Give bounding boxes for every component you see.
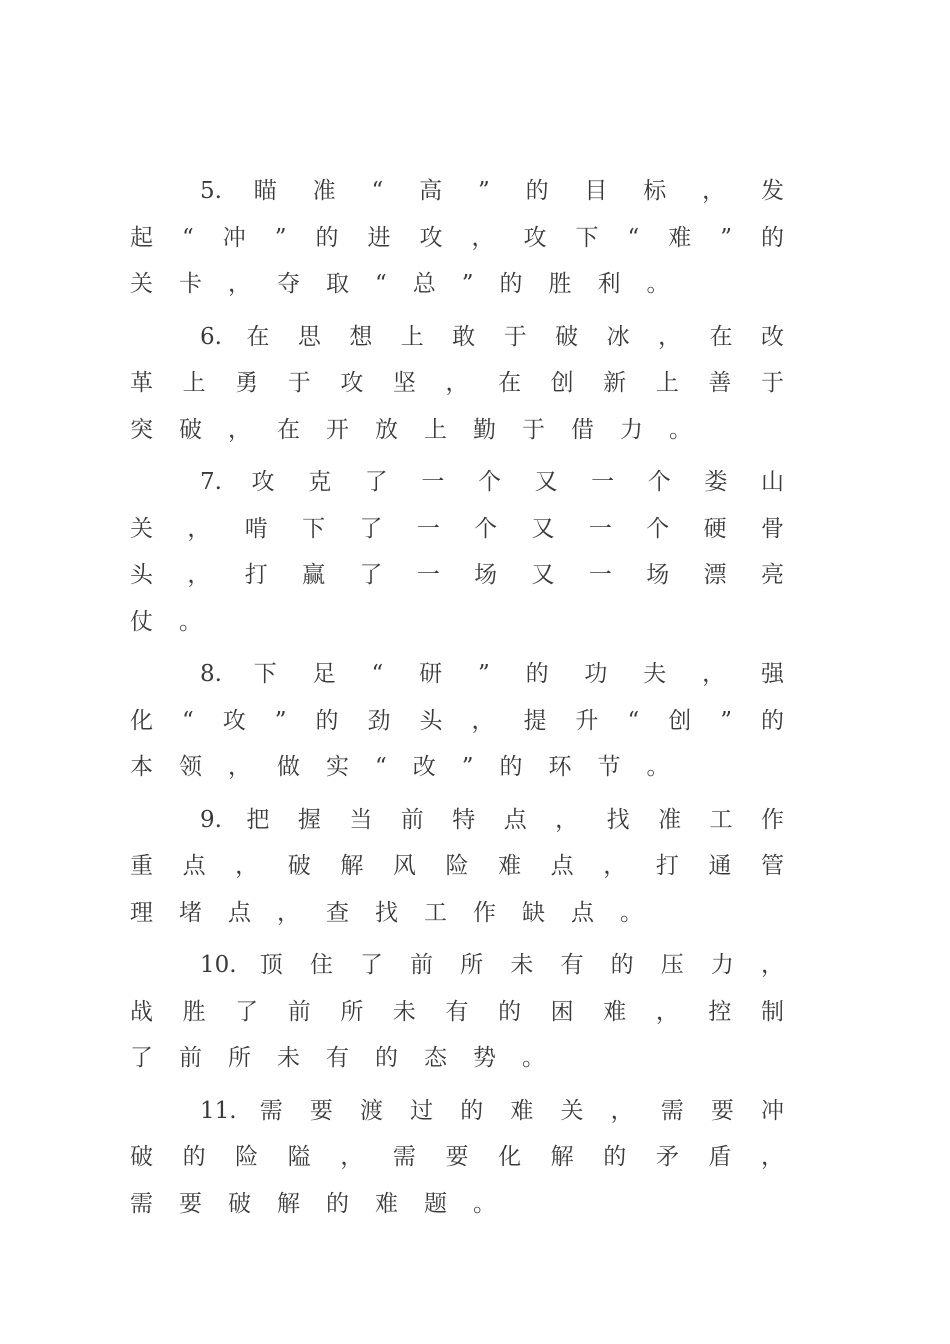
paragraph-10	[130, 942, 810, 1082]
paragraph-text: 在思想上敢于破冰，在改革上勇于攻坚，在创新上善于突破，在开放上勤于借力。	[130, 323, 810, 443]
paragraph-text: 需要渡过的难关，需要冲破的险隘，需要化解的矛盾，需要破解的难题。	[130, 1097, 810, 1217]
paragraph-number: 10.	[200, 952, 237, 978]
paragraph-text: 瞄准“高”的目标，发起“冲”的进攻，攻下“难”的关卡，夺取“总”的胜利。	[130, 178, 810, 297]
paragraph-text: 把握当前特点，找准工作重点，破解风险难点，打通管理堵点，查找工作缺点。	[130, 806, 810, 926]
paragraph-11	[130, 1088, 810, 1228]
paragraph-number: 7.	[200, 469, 222, 495]
paragraph-9	[130, 797, 810, 937]
paragraph-number: 5.	[200, 178, 222, 204]
paragraph-number: 11.	[200, 1097, 237, 1124]
paragraph-text: 攻克了一个又一个娄山关，啃下了一个又一个硬骨头，打赢了一场又一场漂亮仗。	[130, 469, 810, 635]
paragraph-text: 下足“研”的功夫，强化“攻”的劲头，提升“创”的本领，做实“改”的环节。	[130, 661, 810, 780]
paragraph-7	[130, 459, 810, 645]
paragraph-5	[130, 168, 810, 308]
paragraph-number: 6.	[200, 323, 222, 350]
paragraph-number: 8.	[200, 661, 222, 687]
text-block	[130, 168, 810, 1233]
paragraph-text: 顶住了前所未有的压力，战胜了前所未有的困难，控制了前所未有的态势。	[130, 952, 810, 1071]
paragraph-6	[130, 314, 810, 454]
paragraph-number: 9.	[200, 806, 222, 833]
paragraph-8	[130, 651, 810, 791]
